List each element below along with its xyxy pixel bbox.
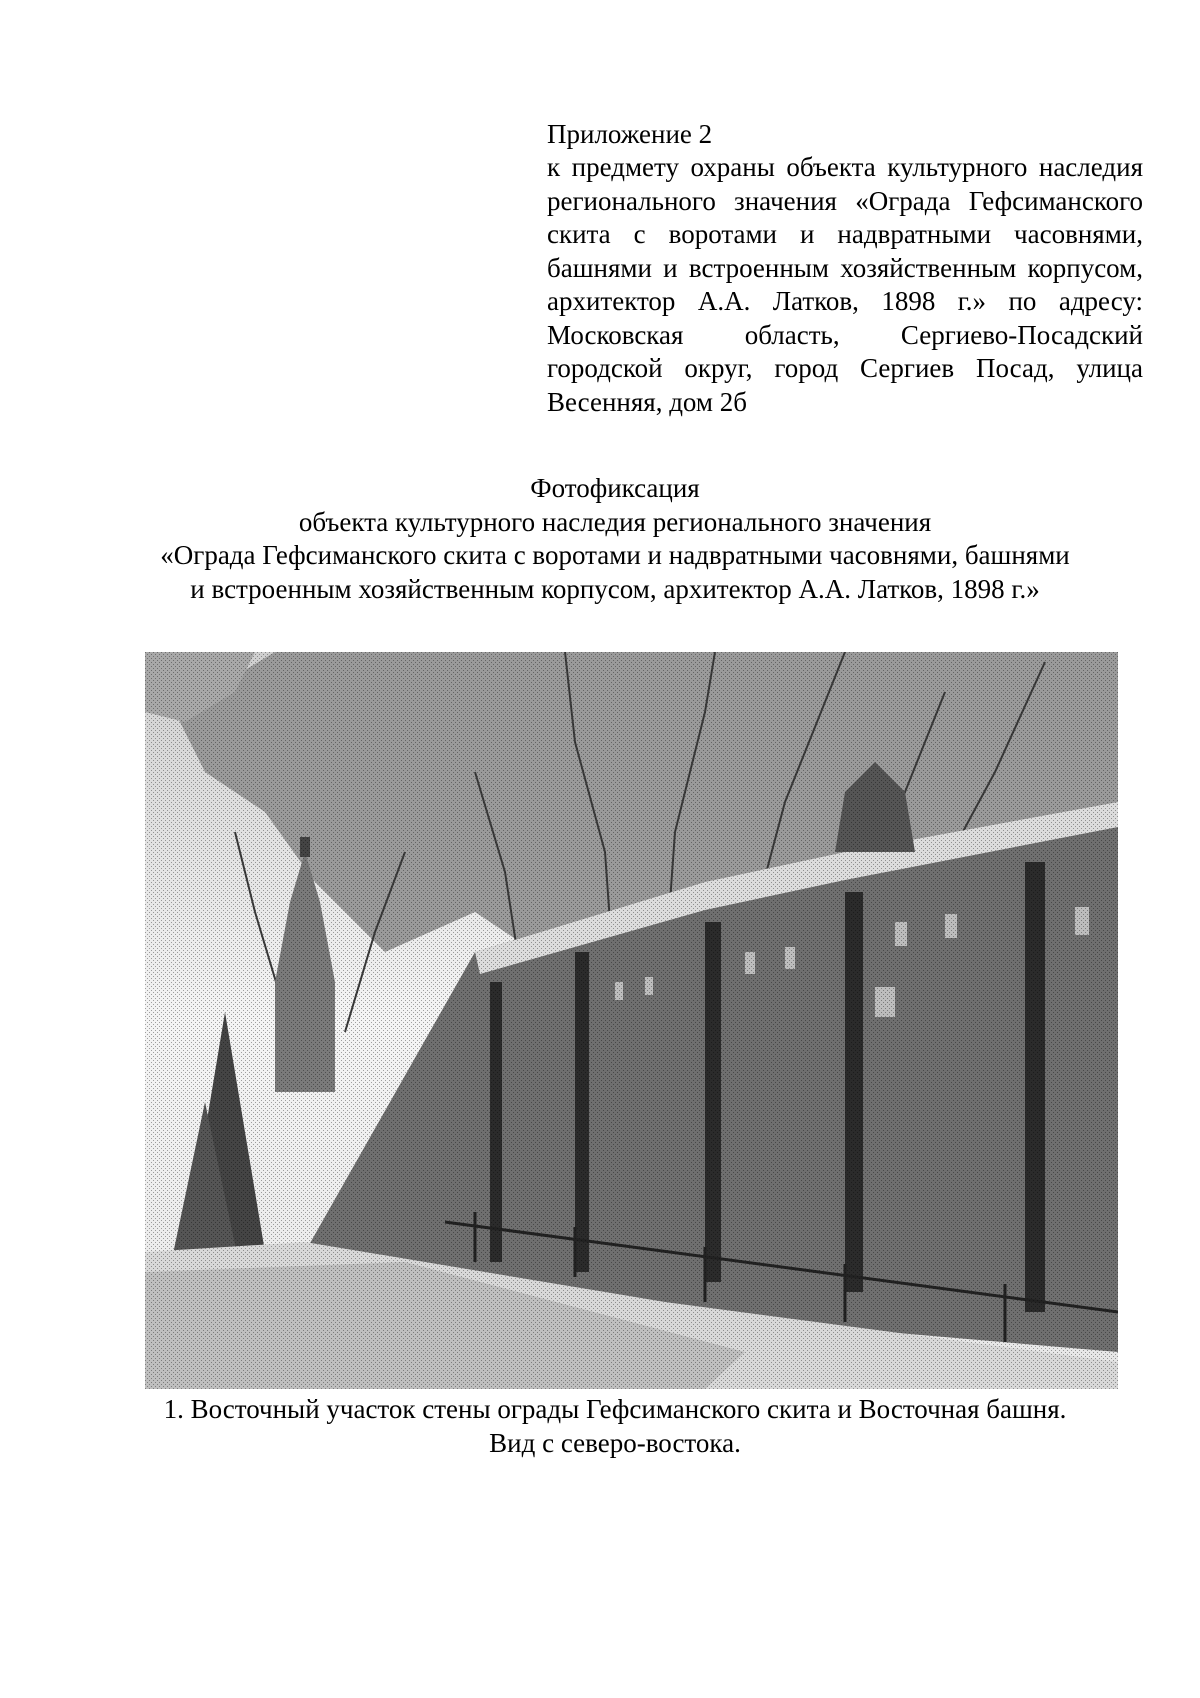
heading-line-2: объекта культурного наследия регионального значения (298, 506, 932, 537)
appendix-title: Приложение 2 (547, 119, 713, 149)
caption-line-2: Вид с северо-востока. (489, 1428, 741, 1458)
heading-line-3: «Ограда Гефсиманского скита с воротами и надвратными часовнями, башнями (160, 540, 1070, 570)
wall-photo-drawing (145, 652, 1118, 1389)
heading-line-4: и встроенным хозяйственным корпусом, архитектор А.А. Латков, 1898 г.» (190, 573, 1040, 604)
caption-line-1: 1. Восточный участок стены ограды Гефсиманского скита и Восточная башня. (163, 1394, 1067, 1424)
document-heading (120, 472, 1110, 606)
heading-line-1: Фотофиксация (530, 473, 700, 503)
appendix-text: к предмету охраны объекта культурного наследия регионального значения «Ограда Гефсиманского скита с воротами и надвратными часовнями, башнями и встроенным хозяйственным корпусом, архитектор А.А. Латков, 1898 г.» по адресу: Московская область, Сергиево-Посадский городской округ, город Сергиев Посад, улица Весенняя, дом 2б (547, 152, 1143, 417)
photo-caption (120, 1392, 1110, 1460)
wall-photo (145, 652, 1118, 1389)
